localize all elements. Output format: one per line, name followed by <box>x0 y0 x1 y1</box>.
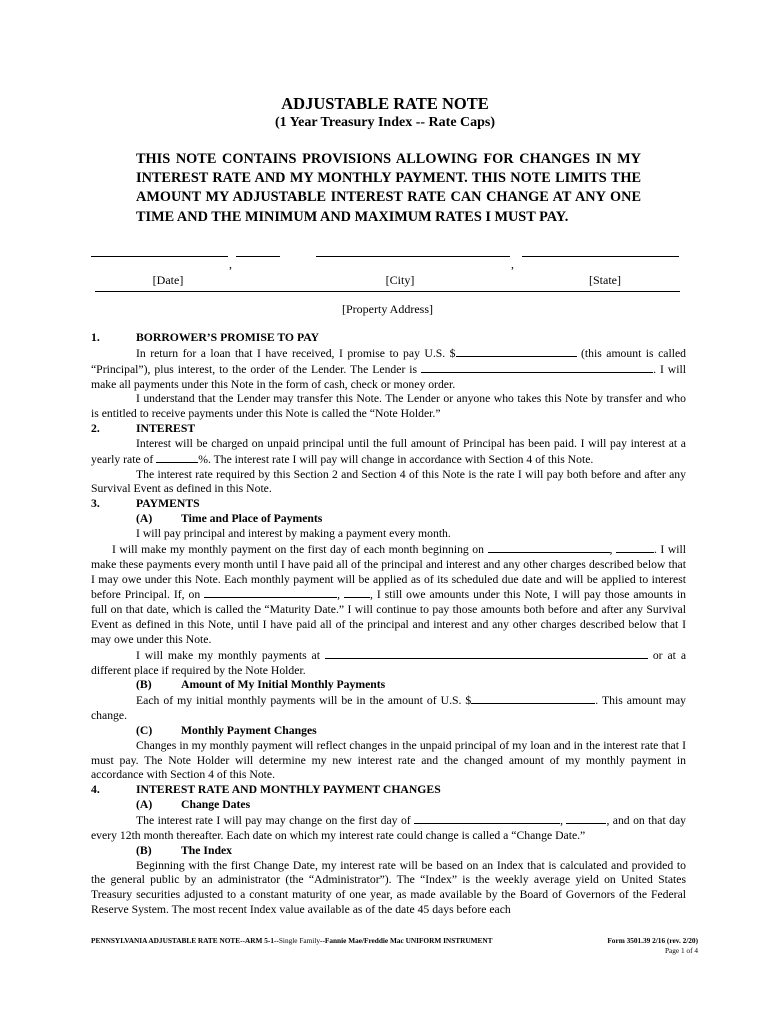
subsection-3a-paragraph-1: I will pay principal and interest by making a payment every month. <box>136 526 451 540</box>
subsection-3b-paragraph: Each of my initial monthly payments will be in the amount of U.S. $ . This amount may change. <box>91 694 686 723</box>
state-label: [State] <box>589 273 621 287</box>
section-number: 2. <box>91 422 100 436</box>
document-title: ADJUSTABLE RATE NOTE <box>281 94 489 113</box>
section-2-paragraph: Interest will be charged on unpaid principal until the full amount of Principal has been paid. I will pay interest at a yearly rate of %. The interest rate I will pay will change in accordance with Section 4 of this Note. <box>91 436 686 466</box>
section-2-survival-paragraph: The interest rate required by this Section 2 and Section 4 of this Note is the rate I will pay both before and after any Survival Event as defined in this Note. <box>91 467 686 496</box>
date-label: [Date] <box>152 273 184 287</box>
section-1-paragraph: In return for a loan that I have received, I promise to pay U.S. $ (this amount is called “Principal”), plus interest, to the order of the Lender. The Lender is . I will make all payments under this Note in the form of cash, check or money order. <box>91 346 686 391</box>
document-subtitle: (1 Year Treasury Index -- Rate Caps) <box>274 115 496 130</box>
page-number: Page 1 of 4 <box>664 946 698 955</box>
property-address-label: [Property Address] <box>342 302 433 316</box>
first-change-date-field[interactable] <box>414 813 560 824</box>
subsection-3c-heading: (C) Monthly Payment Changes <box>136 723 317 737</box>
subsection-3a-paragraph-3: I will make my monthly payments at or at a different place if required by the Note Holder. <box>91 648 687 677</box>
lender-name-field[interactable] <box>421 362 653 373</box>
first-change-year-field[interactable] <box>566 813 606 824</box>
section-title: PAYMENTS <box>136 497 200 511</box>
section-title: BORROWER’S PROMISE TO PAY <box>136 331 320 344</box>
subsection-3c-paragraph: Changes in my monthly payment will reflect changes in the unpaid principal of my loan and in the interest rate that I must pay. The Note Holder will determine my new interest rate and the changed amount of my monthly payment in accordance with Section 4 of this Note. <box>91 738 686 782</box>
payment-place-field[interactable] <box>325 648 648 659</box>
section-title: INTEREST RATE AND MONTHLY PAYMENT CHANGES <box>136 783 441 797</box>
note-body <box>91 331 686 918</box>
maturity-date-field[interactable] <box>204 587 337 598</box>
section-4-heading <box>91 783 686 798</box>
property-address-field[interactable] <box>95 291 680 292</box>
interest-rate-field[interactable] <box>156 452 198 463</box>
first-payment-year-field[interactable] <box>616 542 654 553</box>
date-field[interactable] <box>91 256 228 257</box>
rate-change-notice: THIS NOTE CONTAINS PROVISIONS ALLOWING FOR CHANGES IN MY INTEREST RATE AND MY MONTHLY PAYMENT. THIS NOTE LIMITS THE AMOUNT MY ADJUSTABLE INTEREST RATE CAN CHANGE AT ANY ONE TIME AND THE MINIMUM AND MAXIMUM RATES I MUST PAY. <box>136 151 641 225</box>
subsection-4a-heading: (A) Change Dates <box>136 798 251 812</box>
form-number: Form 3501.39 2/16 (rev. 2/20) <box>607 936 698 945</box>
section-number: 1. <box>91 331 100 344</box>
section-1-transfer-paragraph: I understand that the Lender may transfer this Note. The Lender or anyone who takes this Note by transfer and who is entitled to receive payments under this Note is called the “Note Holder.” <box>91 392 686 421</box>
initial-payment-amount-field[interactable] <box>471 693 595 704</box>
subsection-3b-heading: (B) Amount of My Initial Monthly Payments <box>136 678 386 692</box>
city-label: [City] <box>385 273 415 287</box>
principal-amount-field[interactable] <box>456 346 577 357</box>
city-field[interactable] <box>316 256 510 257</box>
subsection-3a-heading: (A) Time and Place of Payments <box>136 512 323 526</box>
date-comma: , <box>229 257 232 271</box>
instrument-name: PENNSYLVANIA ADJUSTABLE RATE NOTE--ARM 5-1--Single Family--Fannie Mae/Freddie Mac UNIFORM INSTRUMENT <box>91 936 493 945</box>
section-number: 4. <box>91 783 100 797</box>
state-field[interactable] <box>522 256 679 257</box>
section-2-heading <box>91 422 686 437</box>
city-comma: , <box>511 257 514 271</box>
subsection-3a-paragraph-2: I will make my monthly payment on the first day of each month beginning on , . I will make these payments every month until I have paid all of the principal and interest and any other charges described below that I may owe under this Note. Each monthly payment will be applied as of its scheduled due date and will be applied to interest before Principal. If, on , , I still owe amounts under this Note, I will pay those amounts in full on that date, which is called the “Maturity Date.” I will continue to pay those amounts both before and after any Survival Event as defined in this Note, until I have paid all of the principal and interest and any other charges described below that I may owe under this Note. <box>91 542 687 646</box>
date-year-field[interactable] <box>236 256 280 257</box>
maturity-year-field[interactable] <box>344 587 370 598</box>
section-1-heading <box>91 331 686 346</box>
section-title: INTEREST <box>136 422 196 436</box>
section-number: 3. <box>91 497 100 511</box>
subsection-4b-heading: (B) The Index <box>136 843 232 857</box>
section-3-heading <box>91 497 686 512</box>
first-payment-date-field[interactable] <box>488 542 610 553</box>
subsection-4b-paragraph: Beginning with the first Change Date, my interest rate will be based on an Index that is calculated and provided to the general public by an administrator (the “Administrator”). The “Index” is the weekly average yield on United States Treasury securities adjusted to a constant maturity of one year, as made available by the Board of Governors of the Federal Reserve System. The most recent Index value available as of the date 45 days before each <box>91 858 686 917</box>
subsection-4a-paragraph: The interest rate I will pay may change on the first day of , , and on that day every 12th month thereafter. Each date on which my interest rate could change is called a “Change Date.” <box>91 814 686 842</box>
